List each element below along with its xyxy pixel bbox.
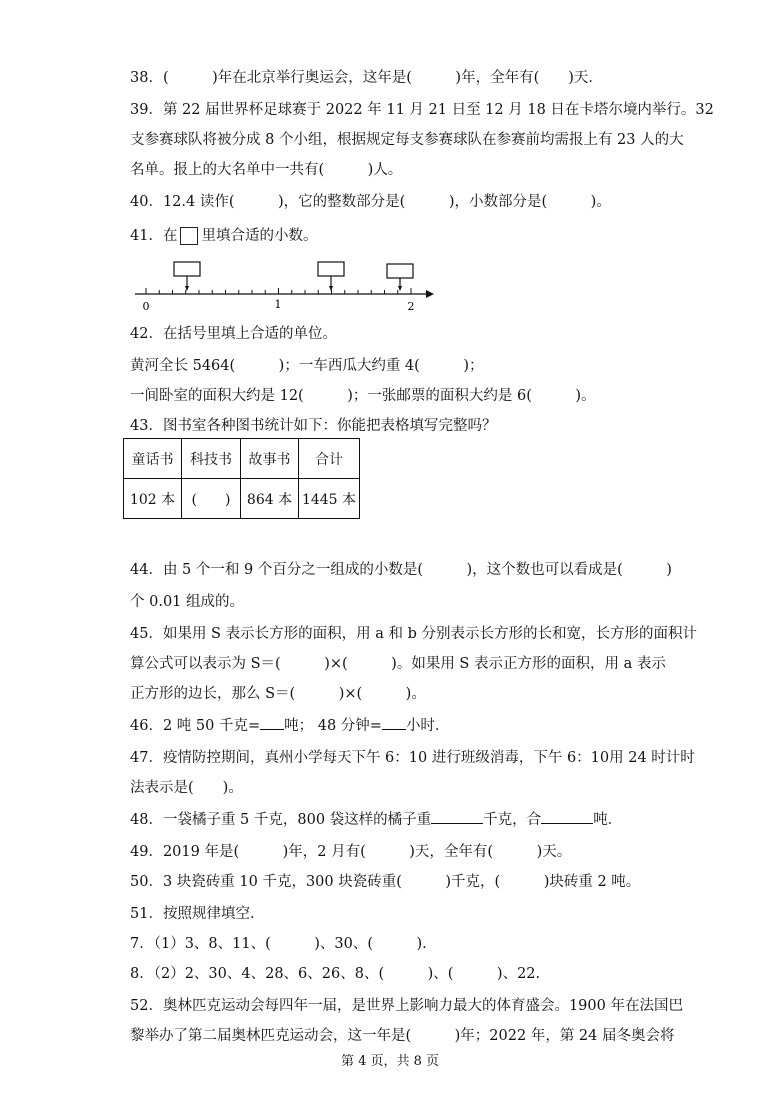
- q48-part-a: 48．一袋橘子重 5 千克，800 袋这样的橘子重: [130, 812, 432, 828]
- q39-line2: 支参赛球队将被分成 8 个小组，根据规定每支参赛球队在参赛前均需报上有 23 人的大: [130, 132, 684, 148]
- q48-part-b: 千克，合: [483, 812, 542, 828]
- q51-line3: 8．（2）2、30、4、28、6、26、8、( )、( )、22.: [130, 966, 541, 982]
- table-row: [124, 479, 360, 519]
- q52-line1: 52．奥林匹克运动会每四年一届，是世界上影响力最大的体育盛会。1900 年在法国巴: [130, 998, 683, 1014]
- q40: 40．12.4 读作( )，它的整数部分是( )，小数部分是( )。: [130, 194, 611, 210]
- q44-line2: 个 0.01 组成的。: [130, 594, 245, 610]
- q45-line1: 45．如果用 S 表示长方形的面积，用 a 和 b 分别表示长方形的长和宽，长方形的面积计: [130, 626, 697, 642]
- number-line: [130, 252, 440, 314]
- tick-label-2: 2: [407, 300, 415, 313]
- table-header: 合计: [299, 439, 360, 479]
- answer-box-3[interactable]: [387, 264, 413, 278]
- answer-blank[interactable]: [431, 811, 483, 824]
- q39-line1: 39．第 22 届世界杯足球赛于 2022 年 11 月 21 日至 12 月 18 日在卡塔尔境内举行。32: [130, 102, 714, 118]
- answer-blank[interactable]: [541, 811, 593, 824]
- q42-line1: 42．在括号里填上合适的单位。: [130, 326, 337, 342]
- q38: 38．( )年在北京举行奥运会，这年是( )年，全年有( )天．: [130, 70, 603, 86]
- answer-box-2[interactable]: [318, 262, 344, 276]
- q46-part-b: 吨； 48 分钟=: [284, 718, 382, 734]
- table-cell: 102 本: [124, 479, 182, 519]
- q43-line1: 43．图书室各种图书统计如下：你能把表格填写完整吗？: [130, 418, 497, 434]
- q51-line1: 51．按照规律填空．: [130, 906, 265, 922]
- q50: 50．3 块瓷砖重 10 千克，300 块瓷砖重( )千克，( )块砖重 2 吨。: [130, 874, 641, 890]
- table-header: 童话书: [124, 439, 182, 479]
- q46-part-a: 46．2 吨 50 千克=: [130, 718, 261, 734]
- table-header: 科技书: [182, 439, 241, 479]
- q41-before: 41．在: [130, 228, 178, 244]
- q51-line2: 7．（1）3、8、11、( )、30、( ).: [130, 936, 427, 952]
- answer-box-1[interactable]: [174, 262, 200, 276]
- table-header: 故事书: [241, 439, 299, 479]
- q48: [130, 808, 622, 829]
- answer-blank[interactable]: [382, 717, 406, 730]
- page-footer: 第 4 页，共 8 页: [340, 1054, 440, 1069]
- tick-label-1: 1: [274, 298, 282, 311]
- answer-blank[interactable]: [260, 717, 284, 730]
- q52-line2: 黎举办了第二届奥林匹克运动会，这一年是( )年；2022 年，第 24 届冬奥会将: [130, 1028, 675, 1044]
- table-cell-answer[interactable]: ( ): [182, 479, 241, 519]
- q42-line3: 一间卧室的面积大约是 12( )；一张邮票的面积大约是 6( )。: [130, 388, 596, 404]
- table-header-row: [124, 439, 360, 479]
- q49: 49．2019 年是( )年，2 月有( )天，全年有( )天。: [130, 844, 572, 860]
- q45-line2: 算公式可以表示为 S＝( )×( )。如果用 S 表示正方形的面积，用 a 表示: [130, 656, 666, 672]
- q47-line1: 47．疫情防控期间，真州小学每天下午 6：10 进行班级消毒，下午 6：10用 24 时计时: [130, 750, 695, 766]
- q41: [130, 224, 317, 245]
- table-cell: 864 本: [241, 479, 299, 519]
- q42-line2: 黄河全长 5464( )；一车西瓜大约重 4( )；: [130, 358, 484, 374]
- q39-line3: 名单。报上的大名单中一共有( )人。: [130, 162, 403, 178]
- q45-line3: 正方形的边长，那么 S＝( )×( )。: [130, 686, 426, 702]
- q46-part-c: 小时．: [405, 718, 450, 734]
- book-table: [123, 438, 360, 519]
- q47-line2: 法表示是( )。: [130, 780, 243, 796]
- q46: [130, 714, 449, 735]
- table-cell: 1445 本: [299, 479, 360, 519]
- tick-label-0: 0: [142, 300, 150, 313]
- q48-part-c: 吨．: [593, 812, 623, 828]
- q41-after: 里填合适的小数。: [201, 228, 318, 244]
- fill-box-icon: [180, 227, 198, 245]
- q44-line1: 44．由 5 个一和 9 个百分之一组成的小数是( )，这个数也可以看成是( ): [130, 562, 672, 578]
